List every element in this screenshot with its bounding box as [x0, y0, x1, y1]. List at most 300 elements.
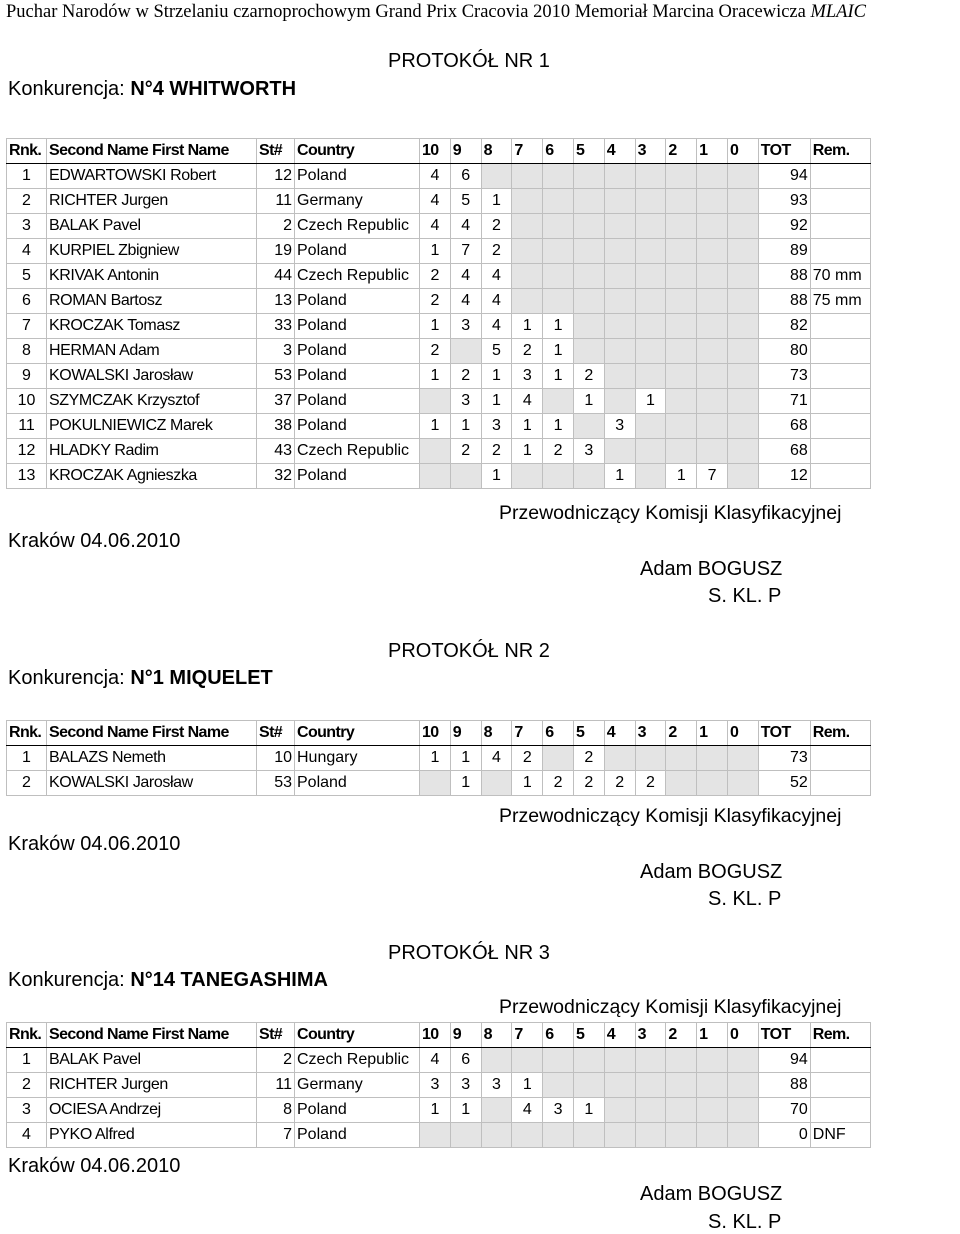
column-header: 10 — [420, 139, 451, 164]
protocol-heading-2: PROTOKÓŁ NR 2 — [388, 640, 550, 662]
name-cell: KURPIEL Zbigniew — [47, 239, 257, 264]
table-row — [7, 389, 871, 414]
start-number-cell: 11 — [257, 189, 295, 214]
total-cell: 0 — [758, 1123, 810, 1148]
score-cell — [573, 414, 604, 439]
column-header: 3 — [635, 139, 666, 164]
remark-cell — [810, 214, 870, 239]
score-cell — [512, 164, 543, 189]
table-row — [7, 1048, 871, 1073]
score-cell — [697, 164, 728, 189]
score-cell — [543, 164, 574, 189]
score-cell: 2 — [573, 771, 604, 796]
column-header: Rnk. — [7, 1023, 47, 1048]
start-number-cell: 11 — [257, 1073, 295, 1098]
score-cell: 2 — [543, 771, 574, 796]
score-cell — [604, 389, 635, 414]
rank-cell: 13 — [7, 464, 47, 489]
score-cell — [604, 239, 635, 264]
score-cell — [666, 264, 697, 289]
protocol-heading-1: PROTOKÓŁ NR 1 — [388, 50, 550, 72]
table-row — [7, 746, 871, 771]
competition-name: N°1 MIQUELET — [130, 667, 273, 689]
name-cell: KOWALSKI Jarosław — [47, 364, 257, 389]
score-cell: 1 — [420, 314, 451, 339]
score-cell: 1 — [450, 771, 481, 796]
score-cell: 1 — [512, 414, 543, 439]
remark-cell — [810, 189, 870, 214]
score-cell — [697, 389, 728, 414]
score-cell — [697, 771, 728, 796]
score-cell: 2 — [450, 439, 481, 464]
score-cell: 1 — [481, 389, 512, 414]
score-cell — [604, 1123, 635, 1148]
chairman-title-1: Przewodniczący Komisji Klasyfikacyjnej — [499, 502, 842, 524]
score-cell — [635, 339, 666, 364]
country-cell: Poland — [295, 289, 420, 314]
score-cell — [666, 771, 697, 796]
score-cell — [697, 1123, 728, 1148]
score-cell — [666, 1123, 697, 1148]
competition-prefix: Konkurencja: — [8, 78, 125, 100]
score-cell: 2 — [573, 746, 604, 771]
score-cell — [604, 339, 635, 364]
competition-name: N°4 WHITWORTH — [130, 78, 297, 100]
score-cell: 1 — [635, 389, 666, 414]
column-header: Second Name First Name — [47, 139, 257, 164]
table-row — [7, 439, 871, 464]
chairman-title-3: Przewodniczący Komisji Klasyfikacyjnej — [499, 996, 842, 1018]
start-number-cell: 32 — [257, 464, 295, 489]
score-cell: 1 — [420, 239, 451, 264]
score-cell: 3 — [604, 414, 635, 439]
remark-cell — [810, 314, 870, 339]
rank-cell: 2 — [7, 771, 47, 796]
score-cell — [512, 264, 543, 289]
score-cell — [420, 1123, 451, 1148]
table-row — [7, 364, 871, 389]
score-cell — [573, 189, 604, 214]
score-cell — [697, 289, 728, 314]
start-number-cell: 10 — [257, 746, 295, 771]
remark-cell — [810, 1098, 870, 1123]
score-cell — [543, 289, 574, 314]
results-table-1 — [6, 138, 871, 489]
column-header: Second Name First Name — [47, 721, 257, 746]
remark-cell — [810, 389, 870, 414]
country-cell: Poland — [295, 1098, 420, 1123]
rank-cell: 6 — [7, 289, 47, 314]
score-cell: 2 — [512, 339, 543, 364]
score-cell: 1 — [481, 464, 512, 489]
column-header: 1 — [697, 721, 728, 746]
column-header: TOT — [758, 721, 810, 746]
rank-cell: 1 — [7, 164, 47, 189]
header-row — [7, 721, 871, 746]
score-cell: 1 — [420, 1098, 451, 1123]
score-cell: 2 — [481, 214, 512, 239]
column-header: 6 — [543, 139, 574, 164]
start-number-cell: 43 — [257, 439, 295, 464]
score-cell — [727, 439, 758, 464]
score-cell — [727, 414, 758, 439]
country-cell: Poland — [295, 314, 420, 339]
score-cell — [420, 389, 451, 414]
score-cell — [543, 264, 574, 289]
score-cell — [573, 264, 604, 289]
table-row — [7, 264, 871, 289]
score-cell — [420, 464, 451, 489]
score-cell — [727, 239, 758, 264]
country-cell: Czech Republic — [295, 264, 420, 289]
column-header: 7 — [512, 721, 543, 746]
score-cell: 2 — [635, 771, 666, 796]
score-cell — [666, 1073, 697, 1098]
country-cell: Poland — [295, 464, 420, 489]
score-cell: 4 — [481, 314, 512, 339]
score-cell — [604, 439, 635, 464]
score-cell — [697, 1048, 728, 1073]
country-cell: Poland — [295, 164, 420, 189]
score-cell — [666, 746, 697, 771]
score-cell: 2 — [450, 364, 481, 389]
score-cell — [635, 1123, 666, 1148]
score-cell — [573, 314, 604, 339]
column-header: 1 — [697, 139, 728, 164]
rank-cell: 12 — [7, 439, 47, 464]
score-cell: 3 — [420, 1073, 451, 1098]
score-cell: 1 — [666, 464, 697, 489]
competition-prefix: Konkurencja: — [8, 969, 125, 991]
start-number-cell: 3 — [257, 339, 295, 364]
rank-cell: 3 — [7, 214, 47, 239]
column-header: Country — [295, 1023, 420, 1048]
title-main: Puchar Narodów w Strzelaniu czarnoprochowym Grand Prix Cracovia 2010 Memoriał Marcina Oracewicza — [6, 2, 806, 22]
country-cell: Poland — [295, 389, 420, 414]
column-header: 7 — [512, 1023, 543, 1048]
score-cell — [543, 189, 574, 214]
score-cell: 1 — [420, 364, 451, 389]
start-number-cell: 8 — [257, 1098, 295, 1123]
table-row — [7, 239, 871, 264]
competition-prefix: Konkurencja: — [8, 667, 125, 689]
score-cell — [666, 239, 697, 264]
rank-cell: 1 — [7, 746, 47, 771]
score-cell — [727, 264, 758, 289]
column-header: 3 — [635, 1023, 666, 1048]
score-cell — [666, 214, 697, 239]
score-cell — [512, 189, 543, 214]
score-cell — [635, 164, 666, 189]
score-cell — [543, 1123, 574, 1148]
column-header: Rnk. — [7, 139, 47, 164]
score-cell — [666, 339, 697, 364]
score-cell — [635, 239, 666, 264]
remark-cell — [810, 364, 870, 389]
name-cell: KROCZAK Tomasz — [47, 314, 257, 339]
judge-class-2: S. KL. P — [708, 888, 782, 910]
score-cell: 4 — [481, 746, 512, 771]
score-cell: 2 — [573, 364, 604, 389]
column-header: 5 — [573, 1023, 604, 1048]
score-cell: 1 — [543, 364, 574, 389]
table-row — [7, 1073, 871, 1098]
score-cell — [604, 1048, 635, 1073]
total-cell: 80 — [758, 339, 810, 364]
column-header: 2 — [666, 1023, 697, 1048]
rank-cell: 4 — [7, 1123, 47, 1148]
score-cell — [635, 464, 666, 489]
score-cell — [450, 339, 481, 364]
header-row — [7, 139, 871, 164]
score-cell — [666, 1098, 697, 1123]
results-table-2 — [6, 720, 871, 796]
score-cell — [727, 1073, 758, 1098]
rank-cell: 8 — [7, 339, 47, 364]
name-cell: KRIVAK Antonin — [47, 264, 257, 289]
score-cell — [573, 164, 604, 189]
score-cell — [604, 364, 635, 389]
score-cell: 2 — [420, 289, 451, 314]
score-cell — [666, 189, 697, 214]
country-cell: Czech Republic — [295, 1048, 420, 1073]
name-cell: BALAK Pavel — [47, 214, 257, 239]
column-header: 6 — [543, 1023, 574, 1048]
name-cell: RICHTER Jurgen — [47, 1073, 257, 1098]
rank-cell: 7 — [7, 314, 47, 339]
table-row — [7, 164, 871, 189]
score-cell: 4 — [420, 214, 451, 239]
total-cell: 73 — [758, 364, 810, 389]
total-cell: 12 — [758, 464, 810, 489]
score-cell — [512, 214, 543, 239]
total-cell: 89 — [758, 239, 810, 264]
start-number-cell: 13 — [257, 289, 295, 314]
score-cell — [727, 389, 758, 414]
score-cell — [635, 1048, 666, 1073]
score-cell — [666, 314, 697, 339]
start-number-cell: 33 — [257, 314, 295, 339]
score-cell — [697, 746, 728, 771]
score-cell: 6 — [450, 164, 481, 189]
score-cell — [635, 289, 666, 314]
column-header: 10 — [420, 1023, 451, 1048]
column-header: TOT — [758, 1023, 810, 1048]
total-cell: 82 — [758, 314, 810, 339]
score-cell: 3 — [573, 439, 604, 464]
score-cell — [573, 1123, 604, 1148]
score-cell — [573, 289, 604, 314]
score-cell: 1 — [543, 414, 574, 439]
score-cell — [635, 314, 666, 339]
start-number-cell: 12 — [257, 164, 295, 189]
remark-cell: DNF — [810, 1123, 870, 1148]
place-date-2: Kraków 04.06.2010 — [8, 833, 181, 855]
column-header: Second Name First Name — [47, 1023, 257, 1048]
score-cell — [512, 464, 543, 489]
country-cell: Poland — [295, 1123, 420, 1148]
score-cell — [635, 214, 666, 239]
total-cell: 88 — [758, 289, 810, 314]
score-cell — [666, 364, 697, 389]
total-cell: 68 — [758, 414, 810, 439]
score-cell — [481, 164, 512, 189]
column-header: 9 — [450, 1023, 481, 1048]
score-cell: 1 — [573, 389, 604, 414]
score-cell — [604, 189, 635, 214]
score-cell — [481, 1098, 512, 1123]
country-cell: Germany — [295, 1073, 420, 1098]
total-cell: 52 — [758, 771, 810, 796]
judge-name-1: Adam BOGUSZ — [640, 558, 783, 580]
column-header: 5 — [573, 721, 604, 746]
total-cell: 92 — [758, 214, 810, 239]
score-cell — [573, 239, 604, 264]
score-cell: 3 — [481, 414, 512, 439]
score-cell: 1 — [512, 314, 543, 339]
score-cell: 1 — [420, 746, 451, 771]
column-header: Rem. — [810, 1023, 870, 1048]
score-cell: 1 — [450, 414, 481, 439]
total-cell: 88 — [758, 1073, 810, 1098]
score-cell: 1 — [450, 746, 481, 771]
place-date-1: Kraków 04.06.2010 — [8, 530, 181, 552]
results-table-3 — [6, 1022, 871, 1148]
score-cell: 4 — [481, 289, 512, 314]
score-cell: 1 — [481, 364, 512, 389]
column-header: 4 — [604, 721, 635, 746]
name-cell: BALAK Pavel — [47, 1048, 257, 1073]
rank-cell: 2 — [7, 189, 47, 214]
score-cell — [512, 239, 543, 264]
score-cell — [727, 339, 758, 364]
name-cell: RICHTER Jurgen — [47, 189, 257, 214]
score-cell — [635, 1073, 666, 1098]
remark-cell — [810, 1048, 870, 1073]
name-cell: HERMAN Adam — [47, 339, 257, 364]
country-cell: Poland — [295, 364, 420, 389]
table-row — [7, 214, 871, 239]
score-cell: 1 — [512, 439, 543, 464]
table-row — [7, 464, 871, 489]
column-header: Country — [295, 139, 420, 164]
score-cell: 3 — [450, 389, 481, 414]
start-number-cell: 38 — [257, 414, 295, 439]
score-cell — [697, 314, 728, 339]
score-cell — [727, 1048, 758, 1073]
rank-cell: 4 — [7, 239, 47, 264]
rank-cell: 1 — [7, 1048, 47, 1073]
score-cell: 4 — [512, 1098, 543, 1123]
total-cell: 70 — [758, 1098, 810, 1123]
start-number-cell: 2 — [257, 1048, 295, 1073]
score-cell — [573, 214, 604, 239]
start-number-cell: 53 — [257, 771, 295, 796]
score-cell — [727, 289, 758, 314]
column-header: 0 — [727, 1023, 758, 1048]
rank-cell: 3 — [7, 1098, 47, 1123]
country-cell: Poland — [295, 771, 420, 796]
total-cell: 88 — [758, 264, 810, 289]
score-cell — [543, 239, 574, 264]
score-cell — [512, 289, 543, 314]
name-cell: OCIESA Andrzej — [47, 1098, 257, 1123]
total-cell: 73 — [758, 746, 810, 771]
score-cell — [727, 164, 758, 189]
score-cell — [481, 1048, 512, 1073]
score-cell — [666, 1048, 697, 1073]
title-tag: MLAIC — [810, 2, 866, 22]
score-cell — [420, 771, 451, 796]
score-cell — [420, 439, 451, 464]
score-cell — [666, 439, 697, 464]
country-cell: Poland — [295, 239, 420, 264]
score-cell — [573, 1048, 604, 1073]
score-cell — [543, 464, 574, 489]
column-header: St# — [257, 721, 295, 746]
column-header: 3 — [635, 721, 666, 746]
score-cell — [604, 746, 635, 771]
score-cell — [543, 214, 574, 239]
column-header: 8 — [481, 139, 512, 164]
score-cell — [727, 314, 758, 339]
score-cell — [727, 1098, 758, 1123]
score-cell — [727, 746, 758, 771]
score-cell: 4 — [450, 264, 481, 289]
score-cell — [573, 339, 604, 364]
score-cell: 1 — [481, 189, 512, 214]
start-number-cell: 53 — [257, 364, 295, 389]
remark-cell — [810, 464, 870, 489]
country-cell: Czech Republic — [295, 439, 420, 464]
total-cell: 93 — [758, 189, 810, 214]
score-cell — [727, 771, 758, 796]
score-cell — [697, 339, 728, 364]
score-cell — [697, 1073, 728, 1098]
remark-cell — [810, 164, 870, 189]
column-header: 1 — [697, 1023, 728, 1048]
score-cell: 2 — [481, 239, 512, 264]
score-cell: 1 — [420, 414, 451, 439]
competition-title-2 — [8, 667, 273, 690]
rank-cell: 5 — [7, 264, 47, 289]
remark-cell — [810, 439, 870, 464]
score-cell: 1 — [543, 339, 574, 364]
score-cell — [727, 214, 758, 239]
column-header: 9 — [450, 721, 481, 746]
score-cell — [635, 746, 666, 771]
table-row — [7, 414, 871, 439]
table-row — [7, 771, 871, 796]
remark-cell — [810, 1073, 870, 1098]
score-cell — [635, 439, 666, 464]
table-row — [7, 339, 871, 364]
score-cell: 6 — [450, 1048, 481, 1073]
score-cell — [727, 189, 758, 214]
score-cell: 3 — [481, 1073, 512, 1098]
total-cell: 94 — [758, 164, 810, 189]
name-cell: KROCZAK Agnieszka — [47, 464, 257, 489]
score-cell: 4 — [420, 1048, 451, 1073]
score-cell — [697, 439, 728, 464]
start-number-cell: 37 — [257, 389, 295, 414]
score-cell: 3 — [450, 314, 481, 339]
score-cell: 3 — [512, 364, 543, 389]
column-header: 2 — [666, 139, 697, 164]
score-cell: 1 — [512, 771, 543, 796]
chairman-title-2: Przewodniczący Komisji Klasyfikacyjnej — [499, 805, 842, 827]
score-cell — [512, 1123, 543, 1148]
